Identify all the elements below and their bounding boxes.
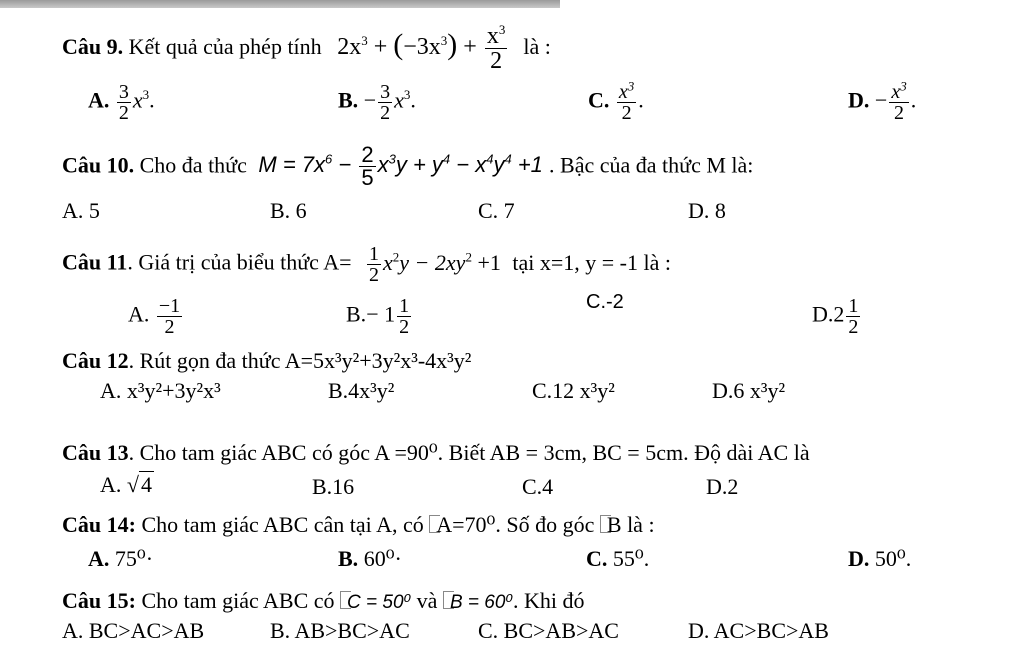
question-text: Cho đa thức [139, 152, 247, 178]
question-text: Cho tam giác ABC có [141, 588, 335, 613]
question-text: Kết quả của phép tính [128, 34, 322, 60]
question-label: Câu 12 [62, 348, 129, 373]
option-9d[interactable]: D. − $\frac{x^3}{2}$ . [848, 78, 917, 124]
option-9c[interactable]: C. $\frac{x^3}{2}$ . [588, 78, 644, 124]
question-tail: tại x=1, y = -1 là : [512, 249, 671, 275]
option-12a[interactable]: A. x³y²+3y²x³ [100, 378, 221, 403]
math-expression: $M = 7x^6$ − $\frac{2}{5}$ $x^3y + y^4 - x^4y^4 +1$ [258, 142, 543, 190]
option-12b[interactable]: B.4x³y² [328, 378, 395, 403]
option-10c[interactable]: C. 7 [478, 198, 515, 223]
question-label: Câu 10. [62, 152, 135, 178]
question-tail: . Bậc của đa thức M là: [549, 152, 754, 178]
question-label: Câu 11 [62, 249, 128, 275]
sqrt-symbol: √4 [126, 472, 152, 497]
option-13c[interactable]: C.4 [522, 474, 554, 499]
option-11b[interactable]: B.− 1 $\frac{1}{2}$ [346, 295, 410, 338]
option-13a[interactable]: A. √4 [100, 472, 152, 497]
option-12d[interactable]: D.6 x³y² [712, 378, 786, 403]
question-text: . Rút gọn đa thức A=5x³y²+3y²x³-4x³y² [128, 348, 472, 373]
question-13 [62, 442, 810, 464]
question-10 [62, 144, 753, 189]
option-15b[interactable]: B. AB>BC>AC [270, 618, 410, 643]
question-11 [62, 244, 671, 285]
math-expression: $\frac{1}{2}$ $x^2y - 2xy^2 +1$ [369, 243, 501, 286]
option-9b[interactable]: B. − $\frac{3}{2}$ $x^3$. [338, 81, 416, 124]
option-11a[interactable]: A. $\frac{-1}{2}$ [128, 295, 181, 338]
option-14d[interactable]: D. 50⁰. [848, 546, 912, 571]
option-12c[interactable]: C.12 x³y² [532, 378, 615, 403]
question-label: Câu 13 [62, 440, 129, 465]
question-label: Câu 14: [62, 512, 136, 537]
option-15c[interactable]: C. BC>AB>AC [478, 618, 619, 643]
option-10a[interactable]: A. 5 [62, 198, 100, 223]
option-13d[interactable]: D.2 [706, 474, 739, 499]
option-11c[interactable]: C.-2 [586, 291, 624, 313]
question-9 [62, 24, 551, 73]
option-13b[interactable]: B.16 [312, 474, 355, 499]
option-14b[interactable]: B. 60⁰· [338, 546, 402, 571]
option-9a[interactable]: A. $\frac{3}{2}$ $x^3$. [88, 81, 155, 124]
option-14a[interactable]: A. 75⁰· [88, 546, 154, 571]
question-label: Câu 15: [62, 588, 136, 613]
question-label: Câu 9. [62, 34, 124, 60]
option-10b[interactable]: B. 6 [270, 198, 307, 223]
option-10d[interactable]: D. 8 [688, 198, 726, 223]
option-15d[interactable]: D. AC>BC>AB [688, 618, 829, 643]
option-15a[interactable]: A. BC>AC>AB [62, 618, 205, 643]
question-15: Câu 15: Cho tam giác ABC có C = 50⁰ và B = 60⁰. Khi đó [62, 588, 585, 613]
question-14: Câu 14: Cho tam giác ABC cân tại A, có A=70⁰. Số đo góc B là : [62, 512, 655, 537]
question-text: . Cho tam giác ABC có góc A =90⁰. Biết AB = 3cm, BC = 5cm. Độ dài AC là [128, 440, 810, 465]
question-tail: là : [523, 34, 551, 60]
question-text: Cho tam giác ABC cân tại A, có [141, 512, 424, 537]
option-14c[interactable]: C. 55⁰. [586, 546, 650, 571]
top-scrollbar [0, 0, 560, 8]
math-expression: $2x^3 + (-3x^3)$ + $\frac{x^3}{2}$ [337, 22, 506, 74]
question-text: . Giá trị của biểu thức A= [127, 249, 352, 275]
question-12 [62, 350, 471, 372]
option-11d[interactable]: D.2 $\frac{1}{2}$ [812, 295, 859, 338]
